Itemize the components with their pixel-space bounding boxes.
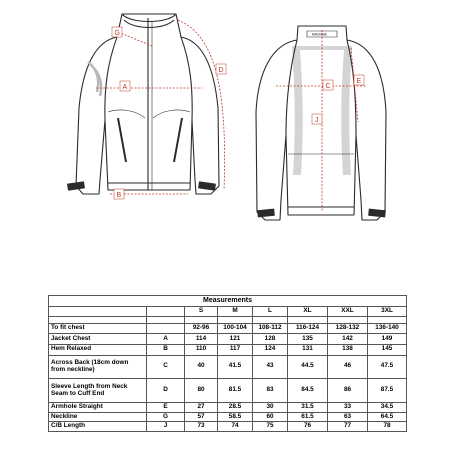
row-label: Across Back (18cm down from neckline) bbox=[49, 355, 147, 378]
cell-value: 100-104 bbox=[218, 323, 253, 334]
row-code: J bbox=[147, 422, 185, 432]
row-label: Sleeve Length from Neck Seam to Cuff End bbox=[49, 378, 147, 402]
table-title: Measurements bbox=[49, 296, 407, 307]
row-label: C/B Length bbox=[49, 422, 147, 432]
label-a: A bbox=[122, 84, 128, 91]
size-header-row bbox=[49, 306, 407, 317]
cell-value: 46 bbox=[328, 355, 368, 378]
size-header: XXL bbox=[328, 306, 368, 317]
row-label: Neckline bbox=[49, 412, 147, 422]
cell-value: 64.5 bbox=[368, 412, 407, 422]
row-code: E bbox=[147, 403, 185, 413]
cell-value: 33 bbox=[328, 403, 368, 413]
cell-value: 73 bbox=[185, 422, 218, 432]
size-header: XL bbox=[288, 306, 328, 317]
size-header: 3XL bbox=[368, 306, 407, 317]
cell-value: 27 bbox=[185, 403, 218, 413]
cell-value: 80 bbox=[185, 378, 218, 402]
table-row bbox=[49, 344, 407, 355]
cell-value: 131 bbox=[288, 344, 328, 355]
table-row bbox=[49, 323, 407, 334]
label-j: J bbox=[315, 117, 319, 124]
size-header: L bbox=[253, 306, 288, 317]
row-code: C bbox=[147, 355, 185, 378]
cell-value: 135 bbox=[288, 334, 328, 345]
front-collar bbox=[122, 14, 176, 22]
front-cuff-right bbox=[199, 182, 216, 190]
cell-value: 117 bbox=[218, 344, 253, 355]
row-label: Jacket Chest bbox=[49, 334, 147, 345]
cell-value: 63 bbox=[328, 412, 368, 422]
size-header: S bbox=[185, 306, 218, 317]
cell-value: 31.5 bbox=[288, 403, 328, 413]
measure-line-g bbox=[118, 32, 152, 46]
cell-value: 75 bbox=[253, 422, 288, 432]
table-row bbox=[49, 334, 407, 345]
cell-value: 128-132 bbox=[328, 323, 368, 334]
cell-value: 44.5 bbox=[288, 355, 328, 378]
table-row bbox=[49, 378, 407, 402]
cell-value: 41.5 bbox=[218, 355, 253, 378]
cell-value: 128 bbox=[253, 334, 288, 345]
table-row bbox=[49, 412, 407, 422]
cell-value: 86 bbox=[328, 378, 368, 402]
row-code bbox=[147, 323, 185, 334]
cell-value: 136-140 bbox=[368, 323, 407, 334]
label-e: E bbox=[356, 78, 362, 85]
label-d: D bbox=[218, 67, 224, 74]
label-c: C bbox=[325, 83, 331, 90]
cell-value: 57 bbox=[185, 412, 218, 422]
front-pocket-right bbox=[174, 118, 182, 162]
row-label: Armhole Straight bbox=[49, 403, 147, 413]
cell-value: 116-124 bbox=[288, 323, 328, 334]
front-raglan-right bbox=[181, 37, 192, 120]
front-measure-labels bbox=[112, 27, 226, 199]
cell-value: 60 bbox=[253, 412, 288, 422]
cell-value: 40 bbox=[185, 355, 218, 378]
row-code: B bbox=[147, 344, 185, 355]
cell-value: 121 bbox=[218, 334, 253, 345]
label-b: B bbox=[116, 192, 122, 199]
cell-value: 28.5 bbox=[218, 403, 253, 413]
table-title-row bbox=[49, 296, 407, 307]
cell-value: 87.5 bbox=[368, 378, 407, 402]
cell-value: 84.5 bbox=[288, 378, 328, 402]
cell-value: 43 bbox=[253, 355, 288, 378]
table-row bbox=[49, 403, 407, 413]
label-g: G bbox=[114, 30, 120, 37]
cell-value: 61.5 bbox=[288, 412, 328, 422]
row-code: A bbox=[147, 334, 185, 345]
front-cuff-left bbox=[68, 182, 85, 190]
cell-value: 74 bbox=[218, 422, 253, 432]
cell-value: 30 bbox=[253, 403, 288, 413]
cell-value: 81.5 bbox=[218, 378, 253, 402]
row-label: Hem Relaxed bbox=[49, 344, 147, 355]
neck-tag-text: MACHINE bbox=[312, 32, 327, 37]
size-header: M bbox=[218, 306, 253, 317]
cell-value: 77 bbox=[328, 422, 368, 432]
cell-value: 78 bbox=[368, 422, 407, 432]
row-code: D bbox=[147, 378, 185, 402]
front-pocket-line-left bbox=[108, 110, 145, 118]
measurements-table bbox=[48, 295, 407, 432]
front-shading bbox=[88, 62, 101, 96]
front-measure-lines bbox=[96, 20, 225, 194]
cell-value: 92-96 bbox=[185, 323, 218, 334]
cell-value: 124 bbox=[253, 344, 288, 355]
cell-value: 110 bbox=[185, 344, 218, 355]
cell-value: 34.5 bbox=[368, 403, 407, 413]
cell-value: 58.5 bbox=[218, 412, 253, 422]
jacket-front-view bbox=[68, 14, 219, 194]
cell-value: 142 bbox=[328, 334, 368, 345]
cell-value: 138 bbox=[328, 344, 368, 355]
cell-value: 83 bbox=[253, 378, 288, 402]
back-cuff-left bbox=[258, 209, 275, 217]
row-label: To fit chest bbox=[49, 323, 147, 334]
cell-value: 108-112 bbox=[253, 323, 288, 334]
front-pocket-left bbox=[118, 118, 126, 162]
table-row bbox=[49, 422, 407, 432]
cell-value: 76 bbox=[288, 422, 328, 432]
back-cuff-right bbox=[369, 209, 386, 217]
front-pocket-line-right bbox=[153, 110, 190, 118]
row-code: G bbox=[147, 412, 185, 422]
cell-value: 114 bbox=[185, 334, 218, 345]
cell-value: 47.5 bbox=[368, 355, 407, 378]
table-row bbox=[49, 355, 407, 378]
cell-value: 149 bbox=[368, 334, 407, 345]
cell-value: 145 bbox=[368, 344, 407, 355]
front-raglan-left bbox=[105, 37, 117, 120]
